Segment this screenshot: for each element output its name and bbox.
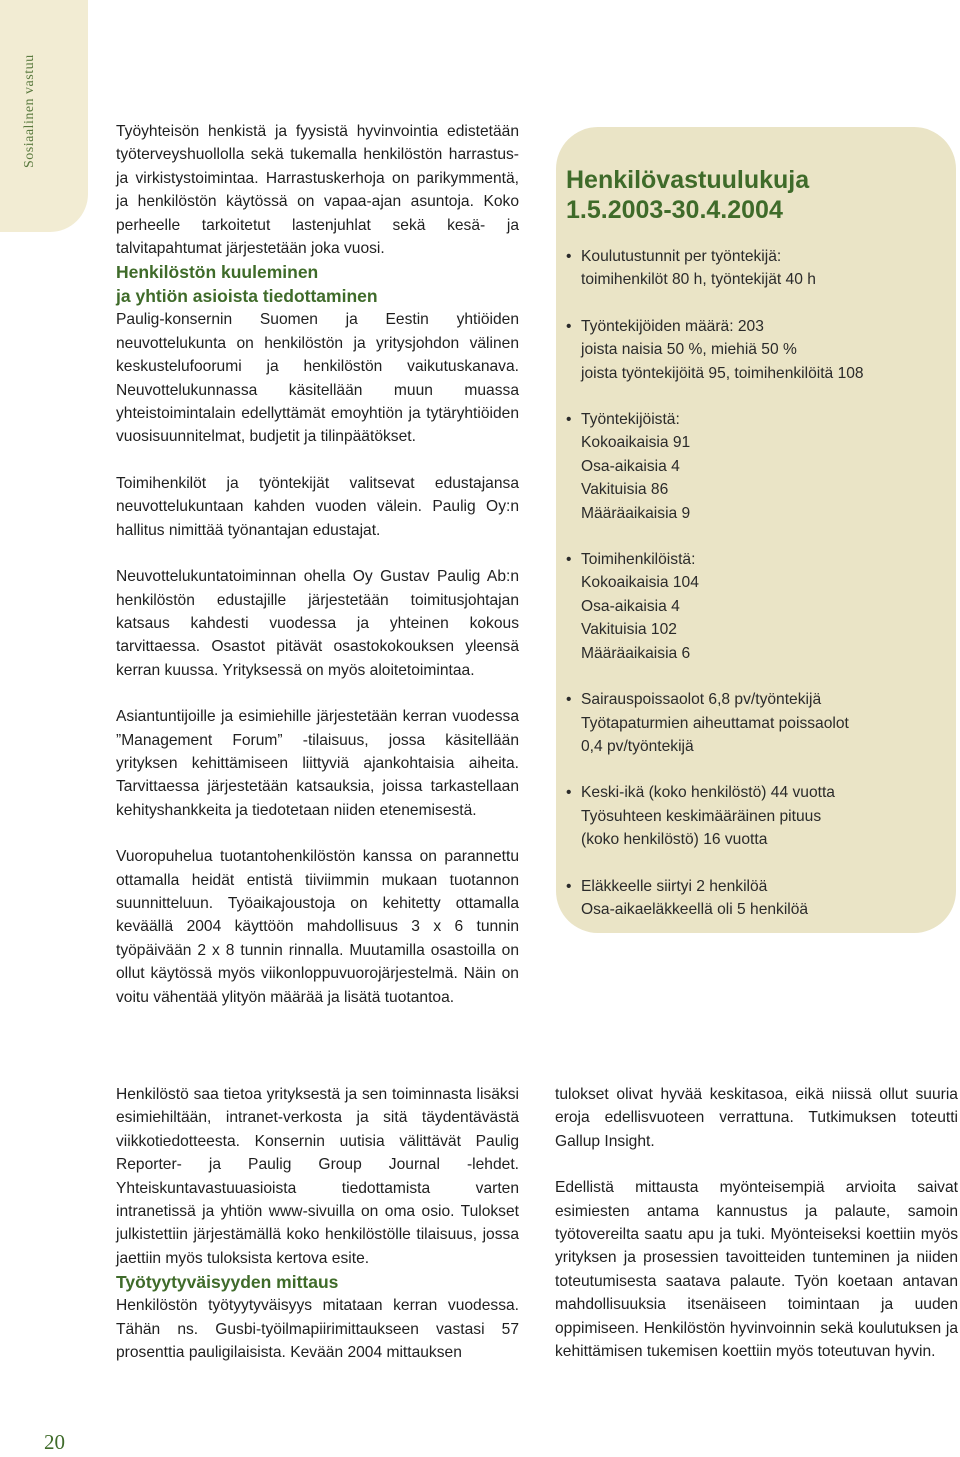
heading-line-2: ja yhtiön asioista tiedottaminen — [116, 286, 378, 307]
stats-line: Eläkkeelle siirtyi 2 henkilöä — [581, 877, 768, 895]
stats-line: Osa-aikaisia 4 — [581, 597, 680, 615]
paragraph-negotiation-council: Paulig-konsernin Suomen ja Eestin yhtiöiden neuvottelukunta on henkilöstön ja yritysjohdon välinen keskustelufoorumi ja henkilöstön vaikutuskanava. Neuvottelukunnassa käsitellään muun muassa yhteistoimintalain edellyttämät emoyhtiön ja tytäryhtiöiden vuosisuunnitelmat, budjetit ja tilinpäätökset. — [116, 311, 519, 446]
stats-line: Sairauspoissaolot 6,8 pv/työntekijä — [581, 691, 822, 709]
bullet-icon: • — [566, 784, 572, 802]
stats-line: joista työntekijöitä 95, toimihenkilöitä 108 — [581, 364, 864, 382]
page-number: 20 — [44, 1430, 65, 1454]
stats-line: joista naisia 50 %, miehiä 50 % — [581, 341, 797, 359]
stats-list-item — [566, 875, 946, 922]
paragraph-survey-results: tulokset olivat hyvää keskitasoa, eikä niissä ollut suuria eroja edellisvuoteen verrattuna. Tutkimuksen toteutti Gallup Insight. — [555, 1086, 958, 1150]
stats-line: Työntekijöiden määrä: 203 — [581, 317, 764, 335]
stats-line: Osa-aikaeläkkeellä oli 5 henkilöä — [581, 900, 809, 918]
paragraph-positive-feedback: Edellistä mittausta myönteisempiä arvioita saivat esimiesten antama kannustus ja palaute, samoin työtovereilta saatu apu ja tuki. Myönteiseksi koettiin myös yrityksen ja prosessien tavoitteiden tunteminen ja niiden toteutumisesta saatava palaute. Työn koetaan antavan mahdollisuuksia itsenäiseen toimintaan ja uuden oppimiseen. Henkilöstön hyvinvoinnin sekä koulutuksen ja kehittämisen tukemisen koettiin myös toteutuvan hyvin. — [555, 1179, 958, 1361]
stats-list-item — [566, 688, 946, 758]
stats-line: Työsuhteen keskimääräinen pituus — [581, 807, 822, 825]
stats-line: Työtapaturmien aiheuttamat poissaolot — [581, 714, 849, 732]
paragraph-management-forum: Asiantuntijoille ja esimiehille järjestetään kerran vuodessa ”Management Forum” -tilaisuus, jossa käsitellään yrityksen kehittämiseen liittyviä ajankohtaisia aiheita. Tarvittaessa järjestetään katsauksia, joissa tarkastellaan kehityshankkeita ja tiedotetaan niiden etenemisestä. — [116, 708, 519, 819]
stats-line: Toimihenkilöistä: — [581, 551, 696, 569]
stats-line: Vakituisia 102 — [581, 621, 677, 639]
section-tab — [0, 0, 88, 232]
section-heading-satisfaction: Työtyytyväisyyden mittaus — [116, 1272, 339, 1293]
stats-list-item — [566, 781, 946, 851]
stats-list-item — [566, 548, 946, 665]
stats-line: Kokoaikaisia 91 — [581, 434, 691, 452]
stats-list-item — [566, 408, 946, 525]
bullet-icon: • — [566, 248, 572, 265]
heading-line-1: Henkilöstön kuuleminen — [116, 262, 319, 283]
stats-line: Määräaikaisia 6 — [581, 644, 691, 662]
paragraph-production-dialogue: Vuoropuhelua tuotantohenkilöstön kanssa on parannettu ottamalla heidät entistä tiiviimmin mukaan tuotannon suunnitteluun. Työaikajoustoja on kehitetty ottamalla keväällä 2004 käyttöön mahdollisuus 3 x 6 tunnin työpäivään 2 x 8 tunnin rinnalla. Muutamilla osastoilla on ollut käytössä myös viikonloppuvuorojärjestelmä. Näin on voitu vähentää ylityön määrää ja lisätä tuotantoa. — [116, 848, 519, 1006]
bullet-icon: • — [566, 877, 572, 895]
stats-line: Koulutustunnit per työntekijä: — [581, 248, 782, 265]
stats-line: Vakituisia 86 — [581, 481, 669, 499]
stats-list-item — [566, 315, 946, 385]
right-column-bottom — [555, 1083, 958, 1363]
stats-box-title-line-1: Henkilövastuulukuja — [566, 166, 810, 194]
bullet-icon: • — [566, 411, 572, 429]
stats-line: Keski-ikä (koko henkilöstö) 44 vuotta — [581, 784, 835, 802]
section-tab-label: Sosiaalinen vastuu — [22, 54, 37, 168]
section-heading-hearing — [116, 260, 519, 308]
paragraph-information-channels: Henkilöstö saa tietoa yrityksestä ja sen toiminnasta lisäksi esimiehiltään, intranet-verkosta ja sitä täydentävästä viikkotiedotteesta. Konsernin uutisia välittävät Paulig Reporter- ja Paulig Group Journal -lehdet. Yhteiskuntavastuuasioista tiedottamista varten intranetissä ja yhtiön www-sivuilla on oma osio. Tulokset julkistettiin järjestämällä koko henkilöstölle tilaisuus, jossa jaettiin myös tuloksista kertova esite. — [116, 1086, 519, 1267]
stats-box-title-line-2: 1.5.2003-30.4.2004 — [566, 196, 783, 224]
bullet-icon: • — [566, 691, 572, 709]
left-column-bottom — [116, 1083, 519, 1364]
paragraph-ceo-review: Neuvottelukuntatoiminnan ohella Oy Gustav Paulig Ab:n henkilöstön edustajille järjestetään toimitusjohtajan katsaus kahdesti vuodessa ja yhteinen kokous tarvittaessa. Osastot pitävät osastokokouksen yleensä kerran kuussa. Yrityksessä on myös aloitetoimintaa. — [116, 568, 519, 679]
paragraph-representatives: Toimihenkilöt ja työntekijät valitsevat edustajansa neuvottelukuntaan kahden vuoden välein. Paulig Oy:n hallitus nimittää työnantajan edustajat. — [116, 474, 519, 539]
bullet-icon: • — [566, 317, 572, 335]
left-column-top — [116, 120, 519, 1009]
stats-line: toimihenkilöt 80 h, työntekijät 40 h — [581, 271, 816, 289]
stats-line: (koko henkilöstö) 16 vuotta — [581, 831, 768, 849]
stats-line: 0,4 pv/työntekijä — [581, 737, 694, 755]
bullet-icon: • — [566, 551, 572, 569]
stats-line: Kokoaikaisia 104 — [581, 574, 699, 592]
intro-paragraph: Työyhteisön henkistä ja fyysistä hyvinvointia edistetään työterveyshuollolla sekä tukemalla henkilöstön harrastus- ja virkistystoimintaa. Harrastuskerhoja on parikymmentä, ja henkilöstön käytössä on vapaa-ajan asuntoja. Koko perheelle tarkoitetut lastenjuhlat sekä kesä- ja talvitapahtumat järjestetään joka vuosi. — [116, 123, 519, 258]
stats-list-item — [566, 245, 946, 292]
stats-list — [566, 245, 946, 944]
stats-line: Työntekijöistä: — [581, 411, 680, 429]
stats-line: Osa-aikaisia 4 — [581, 457, 680, 475]
stats-line: Määräaikaisia 9 — [581, 504, 691, 522]
paragraph-satisfaction-survey: Henkilöstön työtyytyväisyys mitataan kerran vuodessa. Tähän ns. Gusbi-työilmapiirimittaukseen vastasi 57 prosenttia pauligilaisista. Kevään 2004 mittauksen — [116, 1297, 519, 1362]
stats-box-title — [566, 165, 886, 225]
